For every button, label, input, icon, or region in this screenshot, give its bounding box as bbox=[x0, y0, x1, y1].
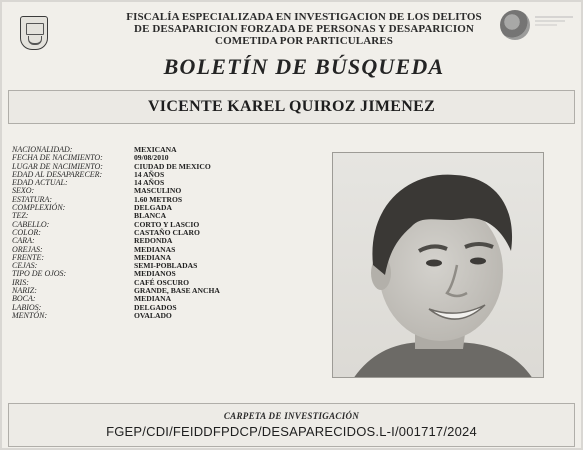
description-fields bbox=[12, 146, 302, 320]
field-value: OVALADO bbox=[134, 310, 172, 320]
field-value: MASCULINO bbox=[134, 186, 182, 196]
field-label: FECHA DE NACIMIENTO: bbox=[12, 153, 103, 163]
field-label: EDAD AL DESAPARECER: bbox=[12, 169, 103, 179]
agency-line: DE DESAPARICION FORZADA DE PERSONAS Y DESAPARICION bbox=[134, 23, 474, 35]
field-value: 1.60 METROS bbox=[134, 194, 183, 204]
field-label: CABELLO: bbox=[12, 219, 50, 229]
field-value: BLANCA bbox=[134, 211, 167, 221]
person-name: VICENTE KAREL QUIROZ JIMENEZ bbox=[147, 98, 436, 115]
field-value: REDONDA bbox=[134, 236, 173, 246]
field-value: GRANDE, BASE ANCHA bbox=[134, 286, 220, 296]
field-label: OREJAS: bbox=[12, 244, 43, 254]
field-value: CAFÉ OSCURO bbox=[134, 277, 190, 287]
field-label: NARIZ: bbox=[12, 286, 37, 296]
field-label: IRIS: bbox=[12, 277, 29, 287]
field-value: 14 AÑOS bbox=[134, 178, 165, 188]
field-label: COMPLEXIÓN: bbox=[12, 203, 66, 213]
field-row bbox=[12, 312, 302, 320]
fiscalia-logo-icon bbox=[500, 10, 530, 40]
logo-text-mark bbox=[535, 14, 575, 28]
field-label: FRENTE: bbox=[12, 252, 44, 262]
field-label: CEJAS: bbox=[12, 261, 38, 271]
field-value: MEDIANOS bbox=[134, 269, 176, 279]
field-label: CARA: bbox=[12, 236, 35, 246]
case-file-label: CARPETA DE INVESTIGACIÓN bbox=[223, 411, 360, 421]
field-value: MEDIANA bbox=[134, 294, 172, 304]
field-label: TIPO DE OJOS: bbox=[12, 269, 67, 279]
logo-fine-print bbox=[535, 14, 577, 30]
field-label: EDAD ACTUAL: bbox=[12, 178, 68, 188]
bulletin-title: BOLETÍN DE BÚSQUEDA bbox=[163, 54, 445, 79]
field-label: LUGAR DE NACIMIENTO: bbox=[12, 161, 103, 171]
field-label: NACIONALIDAD: bbox=[12, 145, 73, 154]
search-bulletin bbox=[2, 2, 581, 448]
field-value: DELGADOS bbox=[134, 302, 177, 312]
field-value: DELGADA bbox=[134, 203, 172, 213]
state-coat-of-arms-icon bbox=[20, 16, 48, 50]
field-label: MENTÓN: bbox=[12, 310, 48, 320]
case-file-box bbox=[8, 403, 575, 447]
field-value: CORTO Y LASCIO bbox=[134, 219, 200, 229]
field-label: COLOR: bbox=[12, 227, 41, 237]
field-label: TEZ: bbox=[12, 211, 29, 221]
field-label: SEXO: bbox=[12, 186, 35, 196]
field-value: MEXICANA bbox=[134, 145, 177, 154]
name-bar bbox=[8, 90, 575, 124]
field-label: ESTATURA: bbox=[12, 194, 52, 204]
agency-line: COMETIDA POR PARTICULARES bbox=[215, 35, 393, 47]
agency-name bbox=[114, 11, 494, 47]
case-file-number: FGEP/CDI/FEIDDFPDCP/DESAPARECIDOS.L-I/001717/2024 bbox=[106, 424, 477, 439]
field-value: 14 AÑOS bbox=[134, 169, 165, 179]
field-label: BOCA: bbox=[12, 294, 36, 304]
person-photo bbox=[332, 152, 544, 378]
field-value: CIUDAD DE MEXICO bbox=[134, 161, 211, 171]
field-value: MEDIANAS bbox=[134, 244, 176, 254]
field-value: CASTAÑO CLARO bbox=[134, 227, 200, 237]
field-value: MEDIANA bbox=[134, 252, 172, 262]
person-photo-icon bbox=[333, 153, 544, 378]
field-label: LABIOS: bbox=[12, 302, 42, 312]
field-value: SEMI-POBLADAS bbox=[134, 261, 198, 271]
field-value: 09/08/2010 bbox=[134, 153, 169, 163]
agency-line: FISCALÍA ESPECIALIZADA EN INVESTIGACION DE LOS DELITOS bbox=[126, 11, 482, 23]
